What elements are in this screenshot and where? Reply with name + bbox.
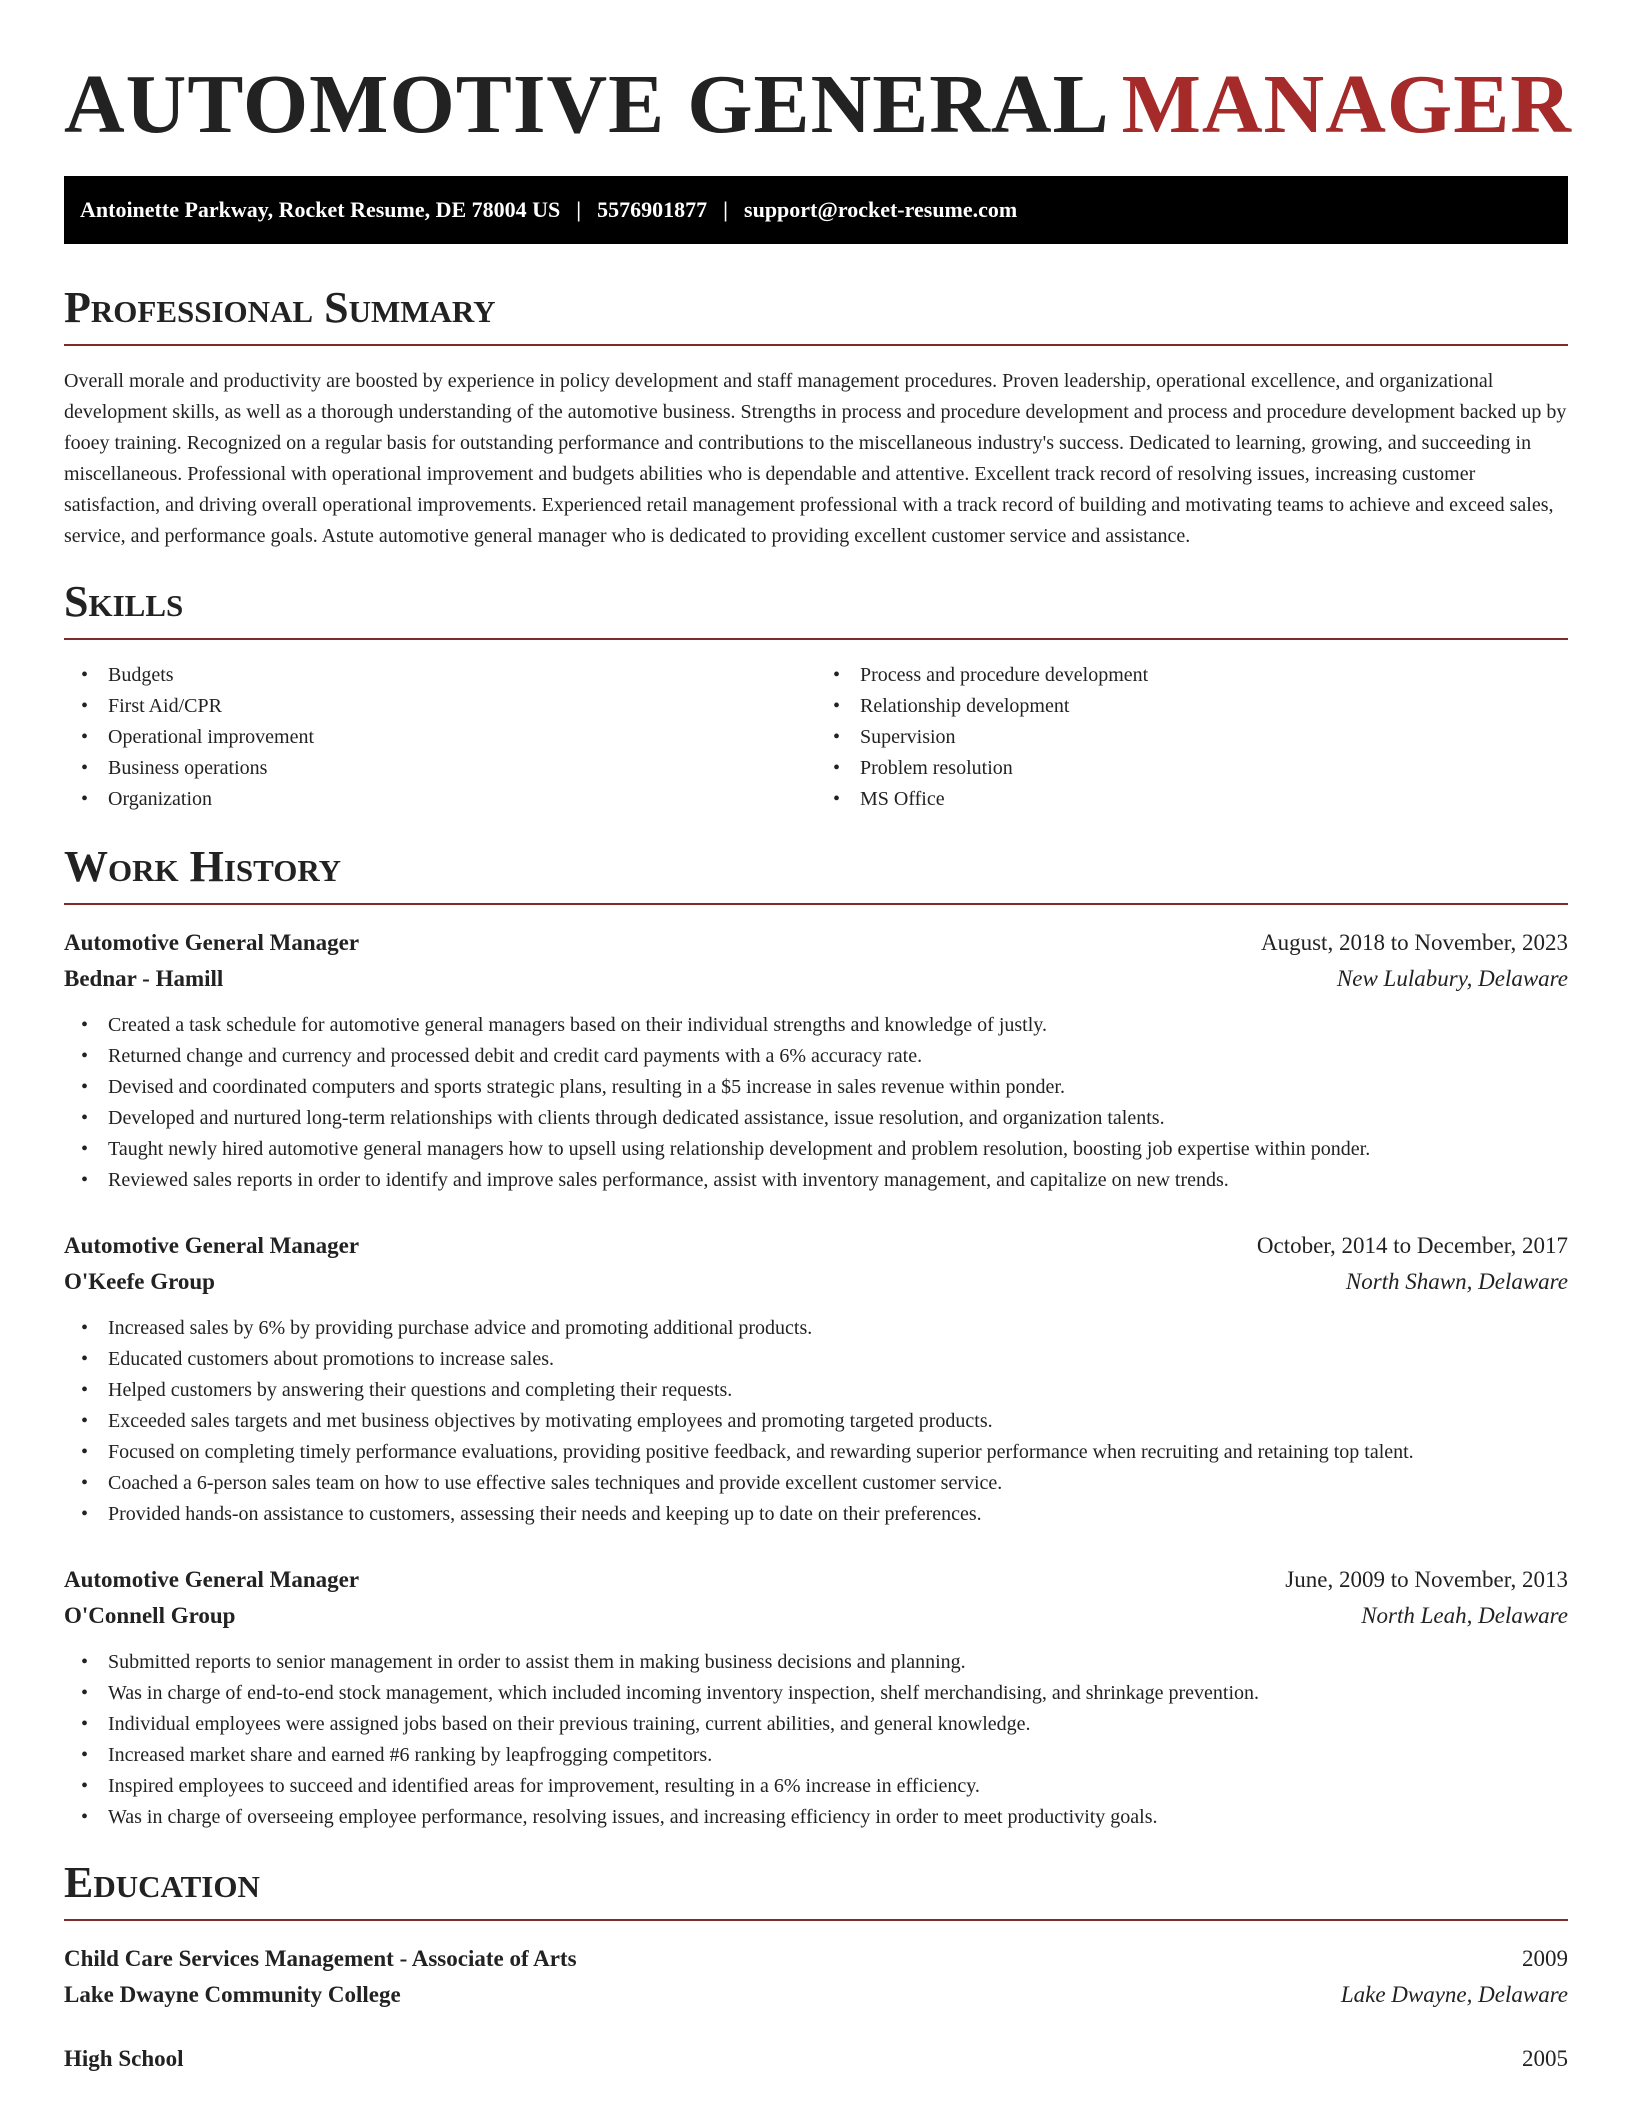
section-title-work: Work History <box>64 845 1568 905</box>
edu-degree: High School <box>64 2046 184 2071</box>
list-item: • Increased sales by 6% by providing purchase advice and promoting additional products. <box>81 1317 813 1339</box>
skill-item: • MS Office <box>833 788 945 810</box>
job-location: New Lulabury, Delaware <box>1336 966 1568 991</box>
list-item: • Devised and coordinated computers and sports strategic plans, resulting in a $5 increase in sales revenue within ponder. <box>81 1076 1065 1098</box>
job-dates: June, 2009 to November, 2013 <box>1285 1567 1568 1592</box>
skill-item: • Organization <box>81 788 213 810</box>
list-item: • Educated customers about promotions to increase sales. <box>81 1348 554 1370</box>
edu-year: 2009 <box>1522 1946 1568 1971</box>
edu-location: Lake Dwayne, Delaware <box>1340 1982 1568 2007</box>
job-entry <box>64 925 1568 1196</box>
job-bullets <box>64 1313 1568 1530</box>
section-title-summary: Professional Summary <box>64 286 1568 346</box>
skill-item: • Problem resolution <box>833 757 1013 779</box>
work-section <box>64 842 1568 1833</box>
list-item: • Developed and nurtured long-term relationships with clients through dedicated assistance, issue resolution, and organization talents. <box>81 1107 1165 1129</box>
job-location: North Leah, Delaware <box>1361 1603 1568 1628</box>
list-item: • Created a task schedule for automotive general managers based on their individual strengths and knowledge of justly. <box>81 1014 1047 1036</box>
list-item: • Exceeded sales targets and met business objectives by motivating employees and promoting targeted products. <box>81 1410 993 1432</box>
contact-separator: | <box>723 197 729 222</box>
list-item: • Was in charge of end-to-end stock management, which included incoming inventory inspection, shelf merchandising, and shrinkage prevention. <box>81 1682 1260 1704</box>
skill-item: • Process and procedure development <box>833 664 1149 686</box>
list-item: • Provided hands-on assistance to customers, assessing their needs and keeping up to date on their preferences. <box>81 1503 982 1525</box>
list-item: • Taught newly hired automotive general managers how to upsell using relationship development and problem resolution, boosting job expertise within ponder. <box>81 1138 1371 1160</box>
contact-separator: | <box>576 197 582 222</box>
job-company: O'Keefe Group <box>64 1269 215 1294</box>
list-item: • Coached a 6-person sales team on how to use effective sales techniques and provide excellent customer service. <box>81 1472 1003 1494</box>
skill-item: • Business operations <box>81 757 268 779</box>
skill-item: • Supervision <box>833 726 956 748</box>
contact-email[interactable]: support@rocket-resume.com <box>744 197 1018 222</box>
summary-text: Overall morale and productivity are boosted by experience in policy development and staff management procedures. Proven leadership, operational excellence, and organizational development skills, as well as a thorough understanding of the automotive business. Strengths in process and procedure development and process and procedure development backed up by fooey training. Recognized on a regular basis for outstanding performance and contributions to the miscellaneous industry's success. Dedicated to learning, growing, and succeeding in miscellaneous. Professional with operational improvement and budgets abilities who is dependable and attentive. Excellent track record of resolving issues, increasing customer satisfaction, and driving overall operational improvements. Experienced retail management professional with a track record of building and motivating teams to achieve and exceed sales, service, and performance goals. Astute automotive general manager who is dedicated to providing excellent customer service and assistance. <box>64 370 1567 547</box>
education-entry <box>64 2041 1568 2077</box>
job-location: North Shawn, Delaware <box>1345 1269 1568 1294</box>
edu-year: 2005 <box>1522 2046 1568 2071</box>
list-item: • Increased market share and earned #6 ranking by leapfrogging competitors. <box>81 1744 713 1766</box>
summary-section <box>64 283 1568 552</box>
skill-item: • Budgets <box>81 664 174 686</box>
section-title-education: Education <box>64 1861 1568 1921</box>
skills-section <box>64 577 1568 815</box>
job-entry <box>64 1562 1568 1833</box>
edu-degree: Child Care Services Management - Associate of Arts <box>64 1946 577 1971</box>
skill-item: • Operational improvement <box>81 726 315 748</box>
contact-bar <box>64 176 1568 244</box>
list-item: • Returned change and currency and processed debit and credit card payments with a 6% accuracy rate. <box>81 1045 923 1067</box>
skills-list-right <box>816 660 1568 815</box>
list-item: • Submitted reports to senior management in order to assist them in making business decisions and planning. <box>81 1651 966 1673</box>
job-dates: October, 2014 to December, 2017 <box>1256 1233 1568 1258</box>
contact-address: Antoinette Parkway, Rocket Resume, DE 78004 US <box>80 197 561 222</box>
skills-list-left <box>64 660 816 815</box>
section-title-skills: Skills <box>64 580 1568 640</box>
skill-item: • First Aid/CPR <box>81 695 222 717</box>
list-item: • Individual employees were assigned jobs based on their previous training, current abilities, and general knowledge. <box>81 1713 1031 1735</box>
job-bullets <box>64 1010 1568 1196</box>
job-role: Automotive General Manager <box>64 1567 360 1592</box>
education-entry <box>64 1941 1568 2013</box>
edu-school: Lake Dwayne Community College <box>64 1982 401 2007</box>
education-section <box>64 1858 1568 2077</box>
job-role: Automotive General Manager <box>64 930 360 955</box>
list-item: • Helped customers by answering their questions and completing their requests. <box>81 1379 733 1401</box>
list-item: • Was in charge of overseeing employee performance, resolving issues, and increasing efficiency in order to meet productivity goals. <box>81 1806 1158 1828</box>
job-company: Bednar - Hamill <box>64 966 224 991</box>
list-item: • Focused on completing timely performance evaluations, providing positive feedback, and rewarding superior performance when recruiting and retaining top talent. <box>81 1441 1414 1463</box>
job-role: Automotive General Manager <box>64 1233 360 1258</box>
job-dates: August, 2018 to November, 2023 <box>1261 930 1568 955</box>
job-entry <box>64 1228 1568 1530</box>
contact-phone[interactable]: 5576901877 <box>597 197 708 222</box>
resume-title <box>64 55 1572 155</box>
list-item: • Reviewed sales reports in order to identify and improve sales performance, assist with inventory management, and capitalize on new trends. <box>81 1169 1229 1191</box>
list-item: • Inspired employees to succeed and identified areas for improvement, resulting in a 6% increase in efficiency. <box>81 1775 980 1797</box>
job-bullets <box>64 1647 1568 1833</box>
job-company: O'Connell Group <box>64 1603 236 1628</box>
title-part-2: MANAGER <box>1121 58 1572 151</box>
title-part-1: AUTOMOTIVE GENERAL <box>64 58 1110 151</box>
skills-grid <box>64 660 1568 815</box>
skill-item: • Relationship development <box>833 695 1070 717</box>
